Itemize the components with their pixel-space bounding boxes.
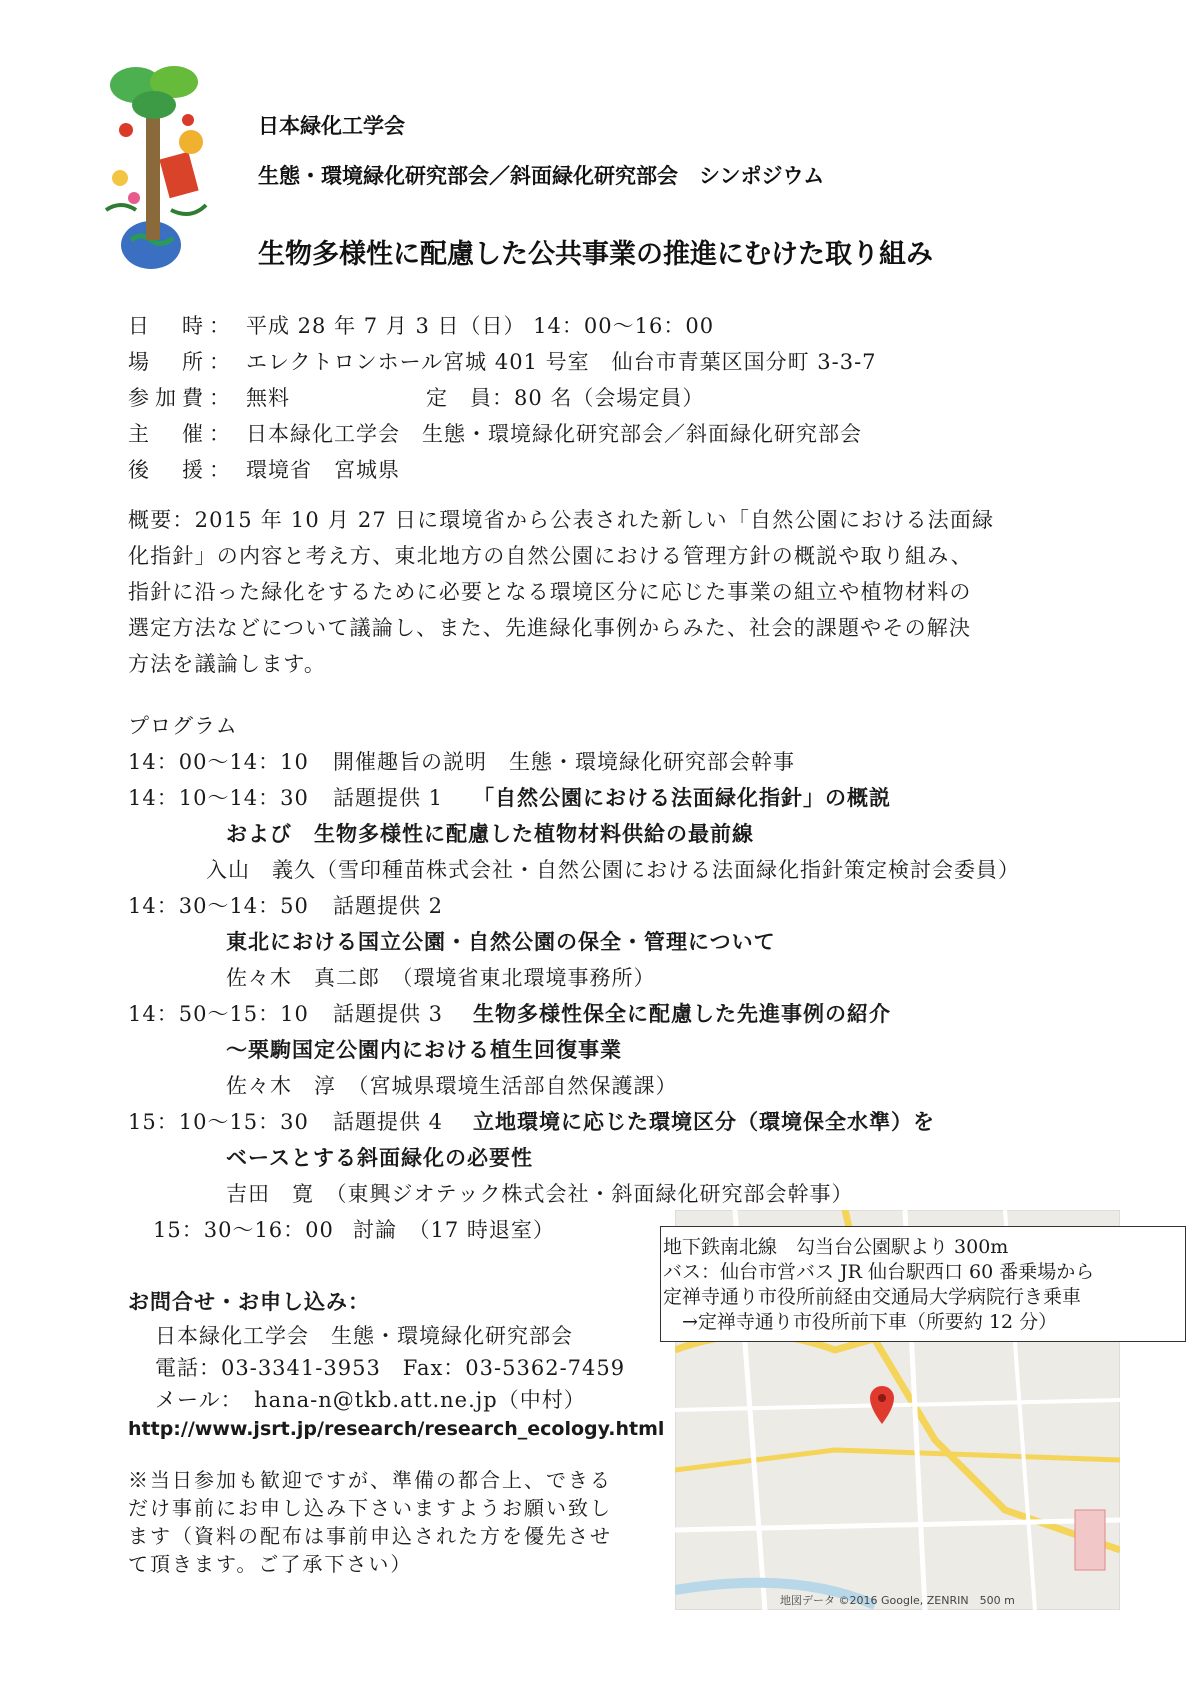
note-line: だけ事前にお申し込み下さいますようお願い致し — [128, 1496, 612, 1520]
session-title: 「自然公園における法面緑化指針」の概説 — [473, 786, 891, 810]
session-5-speaker: 吉田 寛 （東興ジオテック株式会社・斜面緑化研究部会幹事） — [226, 1182, 854, 1206]
overview-line: 概要：2015 年 10 月 27 日に環境省から公表された新しい「自然公園における法面緑 — [128, 508, 995, 532]
session-4-speaker: 佐々木 淳 （宮城県環境生活部自然保護課） — [226, 1074, 678, 1098]
session-4-title-cont: 〜栗駒国定公園内における植生回復事業 — [226, 1038, 622, 1062]
overview-line: 方法を議論します。 — [128, 652, 327, 676]
session-time: 14：00〜14：10 — [128, 750, 309, 774]
overview-line: 指針に沿った緑化をするために必要となる環境区分に応じた事業の組立や植物材料の — [128, 580, 972, 604]
support-row — [128, 454, 400, 484]
session-topic: 話題提供 3 — [333, 1002, 444, 1026]
session-topic: 話題提供 1 — [333, 786, 444, 810]
overview-paragraph — [128, 502, 1094, 682]
contact-heading: お問合せ・お申し込み： — [128, 1290, 370, 1314]
support-label: 後 援： — [128, 458, 236, 482]
session-2-title-cont: および 生物多様性に配慮した植物材料供給の最前線 — [226, 822, 754, 846]
session-2 — [128, 782, 891, 812]
date-value: 平成 28 年 7 月 3 日（日） 14：00〜16：00 — [246, 314, 715, 338]
session-3-speaker: 佐々木 真二郎 （環境省東北環境事務所） — [226, 966, 656, 990]
session-text: 討論 （17 時退室） — [353, 1218, 555, 1242]
overview-line: 選定方法などについて議論し、また、先進緑化事例からみた、社会的課題やその解決 — [128, 616, 972, 640]
session-text: 開催趣旨の説明 生態・環境緑化研究部会幹事 — [333, 750, 795, 774]
contact-email: メール： hana-n@tkb.att.ne.jp（中村） — [155, 1388, 586, 1412]
host-row — [128, 418, 862, 448]
program-heading: プログラム — [128, 714, 238, 738]
attendance-note — [128, 1466, 658, 1578]
host-label: 主 催： — [128, 422, 236, 446]
date-label: 日 時： — [128, 314, 236, 338]
support-value: 環境省 宮城県 — [246, 458, 400, 482]
session-time: 15：30〜16：00 — [153, 1218, 334, 1242]
note-line: ※当日参加も歓迎ですが、準備の都合上、できる — [128, 1468, 612, 1492]
venue-label: 場 所： — [128, 350, 236, 374]
contact-url[interactable]: http://www.jsrt.jp/research/research_ecology.html — [128, 1418, 665, 1440]
fee-label: 参加費： — [128, 386, 236, 410]
host-value: 日本緑化工学会 生態・環境緑化研究部会／斜面緑化研究部会 — [246, 422, 862, 446]
session-6 — [153, 1214, 555, 1244]
map-attribution: 地図データ ©2016 Google, ZENRIN 500 m — [780, 1594, 1015, 1607]
society-logo — [96, 60, 214, 270]
session-1 — [128, 746, 795, 776]
venue-row — [128, 346, 877, 376]
society-name: 日本緑化工学会 — [258, 114, 405, 138]
session-time: 14：10〜14：30 — [128, 786, 309, 810]
session-time: 14：50〜15：10 — [128, 1002, 309, 1026]
capacity-text: 定 員：80 名（会場定員） — [426, 386, 705, 410]
session-time: 15：10〜15：30 — [128, 1110, 309, 1134]
session-topic: 話題提供 2 — [333, 894, 444, 918]
access-line: →定禅寺通り市役所前下車（所要約 12 分） — [663, 1311, 1058, 1333]
event-name: 生態・環境緑化研究部会／斜面緑化研究部会 シンポジウム — [258, 164, 825, 188]
venue-value: エレクトロンホール宮城 401 号室 仙台市青葉区国分町 3-3-7 — [246, 350, 877, 374]
session-title: 生物多様性保全に配慮した先進事例の紹介 — [473, 1002, 891, 1026]
access-line: バス：仙台市営バス JR 仙台駅西口 60 番乗場から — [663, 1261, 1095, 1283]
note-line: ます（資料の配布は事前申込された方を優先させ — [128, 1524, 612, 1548]
session-2-speaker: 入山 義久（雪印種苗株式会社・自然公園における法面緑化指針策定検討会委員） — [206, 858, 1020, 882]
fee-row — [128, 382, 704, 412]
date-row — [128, 310, 714, 340]
access-info-box — [660, 1226, 1186, 1342]
session-3-title: 東北における国立公園・自然公園の保全・管理について — [226, 930, 776, 954]
session-5-title-cont: ベースとする斜面緑化の必要性 — [226, 1146, 533, 1170]
session-title: 立地環境に応じた環境区分（環境保全水準）を — [473, 1110, 935, 1134]
note-line: て頂きます。ご了承下さい） — [128, 1552, 413, 1576]
session-4 — [128, 998, 891, 1028]
fee-value: 無料 — [246, 386, 290, 410]
access-line: 地下鉄南北線 勾当台公園駅より 300m — [663, 1236, 1009, 1258]
symposium-title: 生物多様性に配慮した公共事業の推進にむけた取り組み — [258, 239, 933, 270]
session-3 — [128, 890, 443, 920]
contact-phone: 電話：03-3341-3953 Fax：03-5362-7459 — [155, 1356, 626, 1380]
session-topic: 話題提供 4 — [333, 1110, 444, 1134]
session-5 — [128, 1106, 935, 1136]
overview-line: 化指針」の内容と考え方、東北地方の自然公園における管理方針の概説や取り組み、 — [128, 544, 973, 568]
contact-org: 日本緑化工学会 生態・環境緑化研究部会 — [155, 1324, 573, 1348]
session-time: 14：30〜14：50 — [128, 894, 309, 918]
access-line: 定禅寺通り市役所前経由交通局大学病院行き乗車 — [663, 1286, 1082, 1308]
